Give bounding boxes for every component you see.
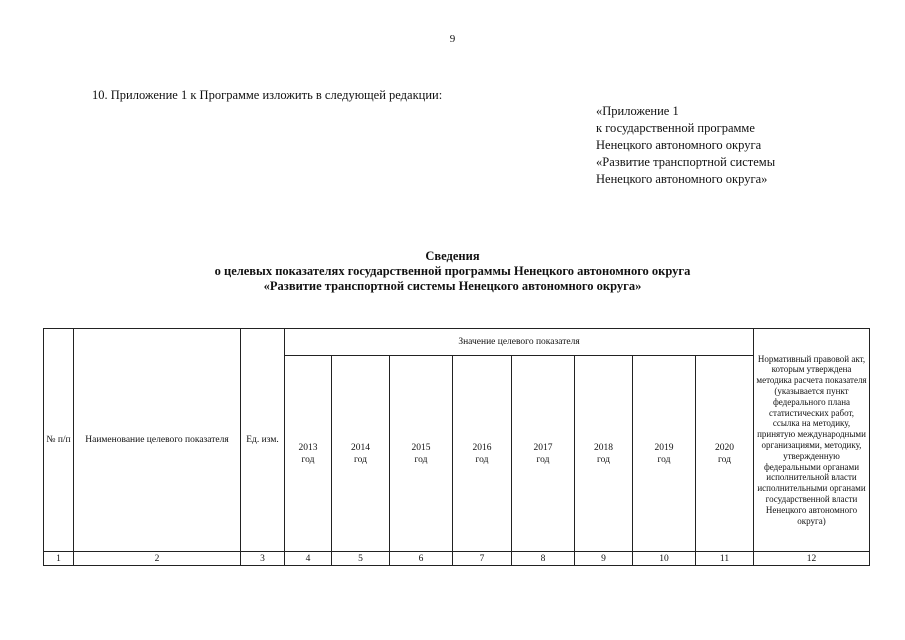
appendix-line: Ненецкого автономного округа <box>596 138 762 152</box>
column-number-row <box>44 552 870 566</box>
appendix-line: «Развитие транспортной системы <box>596 155 776 169</box>
header-no: № п/п <box>44 329 74 552</box>
column-number: 1 <box>44 552 74 566</box>
header-unit: Ед. изм. <box>241 329 285 552</box>
header-year: 2020 год <box>696 356 754 552</box>
appendix-header <box>596 103 775 188</box>
header-year: 2015 год <box>390 356 453 552</box>
title-line: Сведения <box>425 249 480 263</box>
column-number: 3 <box>241 552 285 566</box>
column-number: 9 <box>575 552 633 566</box>
title-line: о целевых показателях государственной программы Ненецкого автономного округа <box>214 264 691 278</box>
header-values-group: Значение целевого показателя <box>285 329 754 356</box>
page-number: 9 <box>449 33 456 45</box>
column-number: 2 <box>74 552 241 566</box>
header-normative-act: Нормативный правовой акт, которым утверждена методика расчета показателя (указывается пункт федерального плана статистических работ, ссылка на методику, принятую международными организациями, методику, утвержденную федеральными органами исполнительной власти исполнительными органами государственной власти Ненецкого автономного округа) <box>754 329 870 552</box>
header-indicator-name: Наименование целевого показателя <box>74 329 241 552</box>
appendix-line: к государственной программе <box>596 121 755 135</box>
column-number: 8 <box>512 552 575 566</box>
header-year: 2017 год <box>512 356 575 552</box>
amendment-paragraph: 10. Приложение 1 к Программе изложить в следующей редакции: <box>92 88 443 102</box>
appendix-line: Ненецкого автономного округа» <box>596 172 768 186</box>
indicators-table <box>43 328 870 566</box>
column-number: 5 <box>332 552 390 566</box>
title-line: «Развитие транспортной системы Ненецкого автономного округа» <box>263 279 642 293</box>
column-number: 6 <box>390 552 453 566</box>
document-title <box>0 249 905 294</box>
column-number: 10 <box>633 552 696 566</box>
column-number: 11 <box>696 552 754 566</box>
column-number: 12 <box>754 552 870 566</box>
header-year: 2019 год <box>633 356 696 552</box>
header-year: 2014 год <box>332 356 390 552</box>
header-year: 2018 год <box>575 356 633 552</box>
header-year: 2013 год <box>285 356 332 552</box>
header-year: 2016 год <box>453 356 512 552</box>
column-number: 7 <box>453 552 512 566</box>
appendix-line: «Приложение 1 <box>596 104 679 118</box>
column-number: 4 <box>285 552 332 566</box>
